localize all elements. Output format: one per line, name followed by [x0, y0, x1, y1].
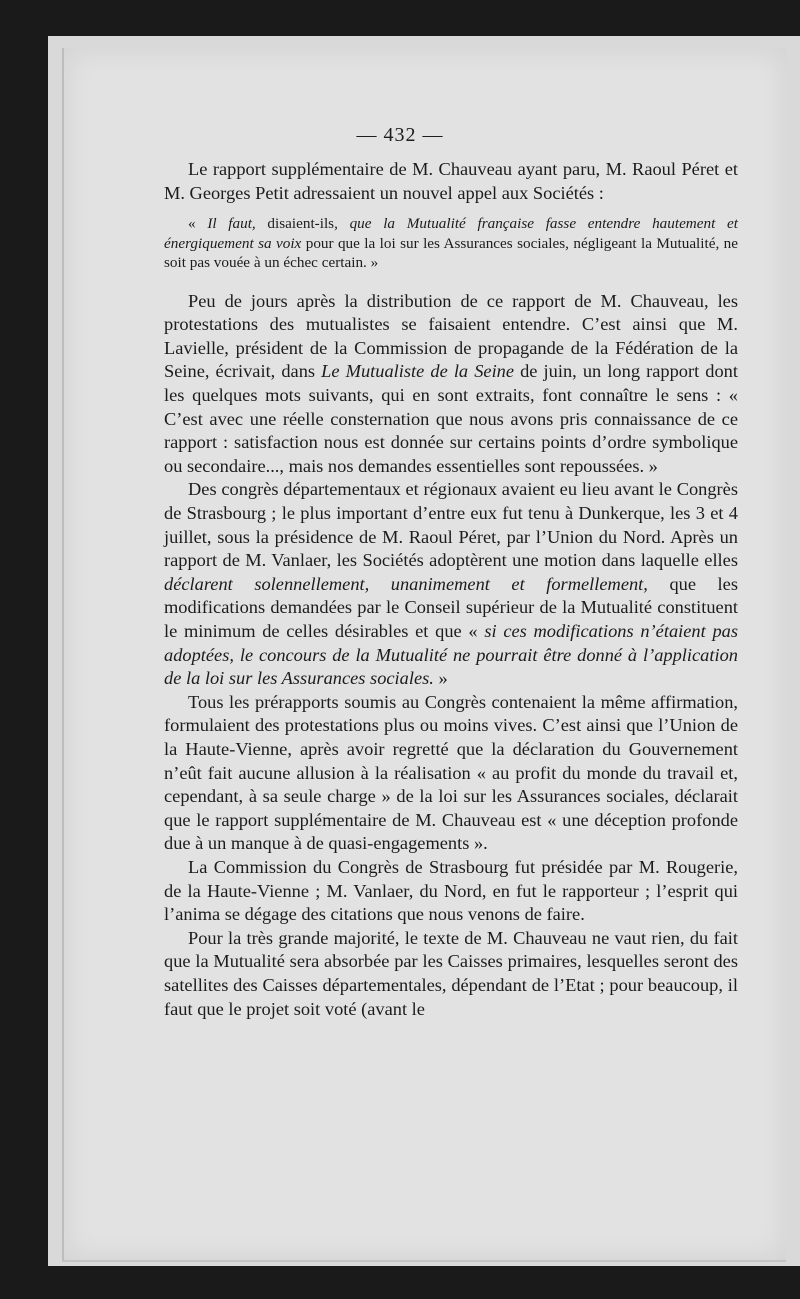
text-run: pour que la loi sur les Assurances sociales, négligeant la Mutualité, ne soit pas vouée à un échec certain. »	[164, 234, 738, 272]
page-number: — 432 —	[356, 124, 444, 146]
italic-run: Il faut,	[207, 215, 256, 233]
quote-paragraph	[164, 214, 738, 273]
body-paragraph	[164, 158, 738, 205]
text-run: de juin, un long rapport dont les quelques mots suivants, qui en sont extraits, font connaître le sens : « C’est avec une réelle consternation que nous avons pris connaissance de ce rapport : satisfaction nous est donnée sur certains points d’ordre symbolique ou secondaire..., mais nos demandes essentielles sont repoussées. »	[164, 361, 738, 476]
body-paragraph	[164, 290, 738, 479]
page-text	[164, 158, 738, 1021]
text-run: «	[188, 215, 208, 233]
italic-run: Le Mutualiste de la Seine	[321, 361, 515, 382]
italic-run: si ces modifications n’étaient pas adoptées, le concours de la Mutualité ne pourrait être donné à l’application de la loi sur les Assurances sociales.	[164, 621, 738, 689]
italic-run: déclarent solennellement, unanimement et formellement,	[164, 573, 648, 594]
text-run: Des congrès départementaux et régionaux avaient eu lieu avant le Congrès de Strasbourg ; le plus important d’entre eux fut tenu à Dunkerque, les 3 et 4 juillet, sous la présidence de M. Raoul Péret, par l’Union du Nord. Après un rapport de M. Vanlaer, les Sociétés adoptèrent une motion dans laquelle elles	[164, 479, 738, 571]
body-paragraph	[164, 927, 738, 1021]
text-run: disaient-ils,	[255, 215, 350, 233]
text-run: »	[433, 668, 448, 689]
text-run: Peu de jours après la distribution de ce rapport de M. Chauveau, les protestations des mutualistes se faisaient entendre. C’est ainsi que M. Lavielle, président de la Commission de propagande de la Fédération de la Seine, écrivait, dans	[164, 290, 738, 382]
text-run: La Commission du Congrès de Strasbourg fut présidée par M. Rougerie, de la Haute-Vienne ; M. Vanlaer, du Nord, en fut le rapporteur ; l’esprit qui l’anima se dégage des citations que nous venons de faire.	[164, 856, 738, 925]
text-run: Pour la très grande majorité, le texte de M. Chauveau ne vaut rien, du fait que la Mutualité sera absorbée par les Caisses primaires, lesquelles seront des satellites des Caisses départementales, dépendant de l’Etat ; pour beaucoup, il faut que le projet soit voté (avant le	[164, 927, 738, 1019]
text-run: Tous les prérapports soumis au Congrès contenaient la même affirmation, formulaient des protestations plus ou moins vives. C’est ainsi que l’Union de la Haute-Vienne, après avoir regretté que la déclaration du Gouvernement n’eût fait aucune allusion à la réalisation « au profit du monde du travail et, cependant, à sa seule charge » de la loi sur les Assurances sociales, déclarait que le rapport supplémentaire de M. Chauveau est « une déception profonde due à un manque à de quasi-engagements ».	[164, 691, 738, 854]
body-paragraph	[164, 856, 738, 927]
text-run: Le rapport supplémentaire de M. Chauveau ayant paru, M. Raoul Péret et M. Georges Petit adressaient un nouvel appel aux Sociétés :	[164, 159, 738, 203]
body-paragraph	[164, 691, 738, 856]
italic-run: que la Mutualité française fasse entendre hautement et énergiquement sa voix	[164, 215, 738, 252]
body-paragraph	[164, 478, 738, 690]
text-run: que les modifications demandées par le Conseil supérieur de la Mutualité constituent le minimum de celles désirables et que «	[164, 573, 738, 641]
